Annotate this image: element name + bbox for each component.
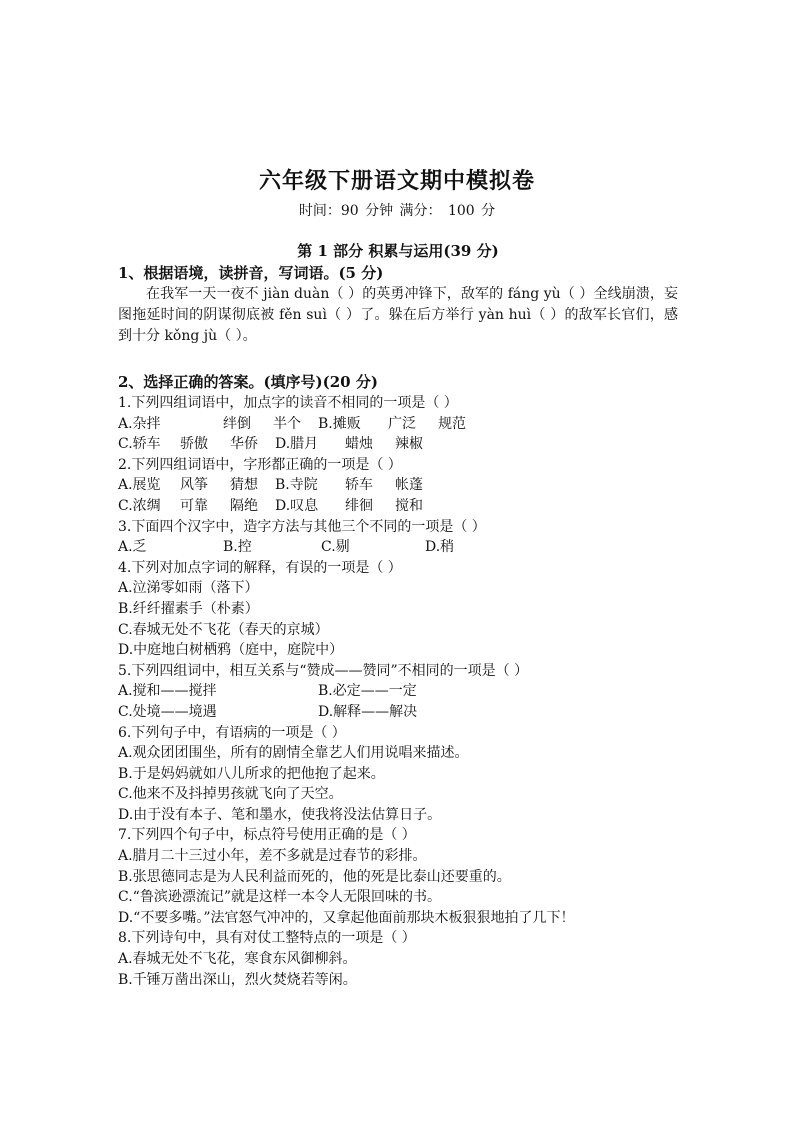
item-6-option-a: A.观众团团围坐，所有的剧情全靠艺人们用说唱来描述。: [118, 745, 469, 762]
item-1-options-cd: [118, 434, 678, 455]
option-text: 轿车: [345, 477, 373, 494]
item-6-option-c: C.他来不及抖掉男孩就飞向了天空。: [118, 786, 343, 803]
item-8-option-a: A.春城无处不飞花，寒食东风御柳斜。: [118, 951, 357, 968]
option-text: A.杂拌: [118, 415, 161, 432]
option-text: D.解释——解决: [318, 703, 418, 720]
item-8-option-b: B.千锤万凿出深山，烈火焚烧若等闲。: [118, 971, 357, 988]
option-text: 规范: [438, 415, 466, 432]
item-6-option-d: D.由于没有本子、笔和墨水，使我将没法估算日子。: [118, 806, 442, 823]
item-6-option-b: B.于是妈妈就如八儿所求的把他抱了起来。: [118, 765, 385, 782]
option-text: D.稍: [425, 539, 455, 556]
option-text: C.剔: [321, 539, 350, 556]
option-text: 搅和: [395, 497, 423, 514]
item-7-stem: 7.下列四个句子中，标点符号使用正确的是（ ）: [118, 827, 416, 844]
part-title: 第 1 部分 积累与运用(39 分): [297, 242, 499, 260]
item-1-stem: 1.下列四组词语中，加点字的读音不相同的一项是（ ）: [118, 395, 458, 411]
option-text: 半个: [273, 415, 301, 432]
option-text: 隔绝: [230, 497, 258, 514]
item-2-stem: 2.下列四组词语中，字形都正确的一项是（ ）: [118, 456, 402, 473]
option-text: 猜想: [230, 477, 258, 494]
option-text: 广泛: [388, 415, 416, 432]
exam-content: [118, 240, 678, 990]
option-text: 骄傲: [180, 436, 208, 453]
item-5-stem: 5.下列四组词中，相互关系与“赞成——赞同”不相同的一项是（ ）: [118, 662, 529, 679]
question-1-heading: 1、根据语境，读拼音，写词语。(5 分): [118, 264, 384, 282]
item-5-options-cd: [118, 702, 678, 723]
option-text: A.搅和——搅拌: [118, 683, 217, 700]
question-2-heading: 2、选择正确的答案。(填序号)(20 分): [118, 373, 378, 391]
option-text: C.处境——境遇: [118, 703, 217, 720]
option-text: B.寺院: [275, 477, 318, 494]
option-text: B.摊贩: [318, 415, 361, 432]
option-text: 可靠: [180, 497, 208, 514]
item-7-option-b: B.张思德同志是为人民利益而死的，他的死是比泰山还要重的。: [118, 868, 511, 885]
item-1-options-ab: [118, 414, 678, 435]
item-4-stem: 4.下列对加点字词的解释，有误的一项是（ ）: [118, 559, 402, 576]
item-3-options: [118, 537, 678, 558]
item-4-option-b: B.纤纤擢素手（朴素）: [118, 600, 259, 617]
exam-info: 时间：90 分钟 满分： 100 分: [298, 203, 496, 219]
option-text: D.腊月: [275, 436, 319, 453]
option-text: 绯徊: [345, 497, 373, 514]
option-text: A.乏: [118, 539, 147, 556]
item-7-option-c: C.“鲁滨逊漂流记”就是这样一本令人无限回味的书。: [118, 889, 441, 906]
option-text: B.必定——一定: [318, 683, 417, 700]
item-5-options-ab: [118, 681, 678, 702]
item-7-option-a: A.腊月二十三过小年，差不多就是过春节的彩排。: [118, 848, 427, 865]
item-2-options-cd: [118, 496, 678, 517]
item-6-stem: 6.下列句子中，有语病的一项是（ ）: [118, 724, 346, 741]
item-3-stem: 3.下面四个汉字中，造字方法与其他三个不同的一项是（ ）: [118, 518, 486, 535]
option-text: 风筝: [180, 477, 208, 494]
option-text: C.轿车: [118, 436, 161, 453]
section-spacer: [118, 347, 678, 371]
option-text: B.控: [223, 539, 252, 556]
option-text: 华侨: [230, 436, 258, 453]
item-4-option-d: D.中庭地白树栖鸦（庭中，庭院中）: [118, 642, 344, 659]
option-text: 辣椒: [395, 436, 423, 453]
item-8-stem: 8.下列诗句中，具有对仗工整特点的一项是（ ）: [118, 930, 416, 947]
question-1-text: 在我军一天一夜不 jiàn duàn（ ）的英勇冲锋下，敌军的 fáng yù（ ）全线崩溃，妄图拖延时间的阴谋彻底被 fěn suì（ ）了。躲在后方举行 yàn huì（ ）的敌军长官们，感到十分 kǒng jù（ ）。: [118, 286, 678, 344]
option-text: 蜡烛: [345, 436, 373, 453]
option-text: 绊倒: [223, 415, 251, 432]
page-title: 六年级下册语文期中模拟卷: [258, 168, 535, 194]
item-7-option-d: D.“不要多嘴。”法官怒气冲冲的，又拿起他面前那块木板狠狠地拍了几下！: [118, 909, 575, 926]
option-text: 帐蓬: [395, 477, 423, 494]
item-2-options-ab: [118, 475, 678, 496]
option-text: C.浓绸: [118, 497, 161, 514]
item-4-option-c: C.春城无处不飞花（春天的京城）: [118, 621, 329, 638]
item-4-option-a: A.泣涕零如雨（落下）: [118, 580, 259, 597]
option-text: D.叹息: [275, 497, 319, 514]
option-text: A.展览: [118, 477, 161, 494]
